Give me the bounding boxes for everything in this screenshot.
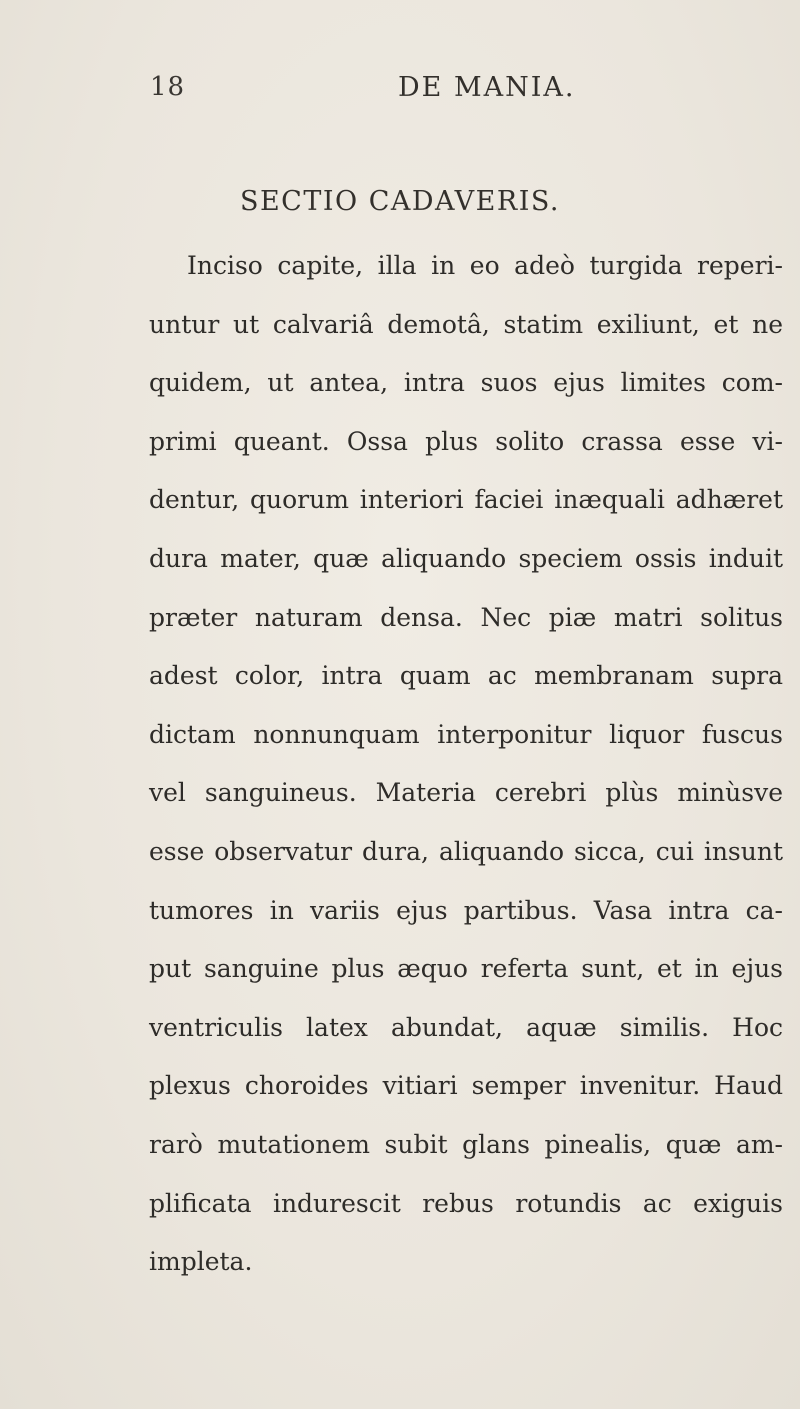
text-line: untur ut calvariâ demotâ, statim exiliunt, et ne	[149, 309, 783, 339]
text-line: put sanguine plus æquo referta sunt, et in ejus	[149, 954, 783, 984]
text-line: dictam nonnunquam interponitur liquor fuscus	[149, 719, 783, 749]
text-line: vel sanguineus. Materia cerebri plùs minùsve	[149, 778, 783, 808]
text-line: plexus choroides vitiari semper invenitur. Haud	[149, 1071, 783, 1101]
text-line: præter naturam densa. Nec piæ matri solitus	[149, 602, 783, 632]
text-line: adest color, intra quam ac membranam supra	[149, 661, 783, 691]
text-line: tumores in variis ejus partibus. Vasa intra ca-	[149, 895, 783, 925]
text-line: dura mater, quæ aliquando speciem ossis induit	[149, 543, 783, 573]
text-line: quidem, ut antea, intra suos ejus limites com-	[149, 368, 783, 398]
text-line: rarò mutationem subit glans pinealis, quæ am-	[149, 1129, 783, 1159]
text-line: dentur, quorum interiori faciei inæquali adhæret	[149, 485, 783, 515]
running-head	[150, 72, 710, 108]
text-line: esse observatur dura, aliquando sicca, cui insunt	[149, 836, 783, 866]
text-line: ventriculis latex abundat, aquæ similis. Hoc	[149, 1012, 783, 1042]
text-line: Inciso capite, illa in eo adeò turgida reperi-	[187, 251, 783, 280]
body-paragraph	[149, 248, 783, 1303]
page-number: 18	[150, 72, 186, 102]
running-head-title: DE MANIA.	[398, 72, 576, 103]
text-line: primi queant. Ossa plus solito crassa esse vi-	[149, 426, 783, 456]
section-title: SECTIO CADAVERIS.	[239, 186, 561, 217]
text-line: impleta.	[149, 1247, 253, 1277]
text-line: plificata indurescit rebus rotundis ac exiguis	[149, 1188, 783, 1218]
